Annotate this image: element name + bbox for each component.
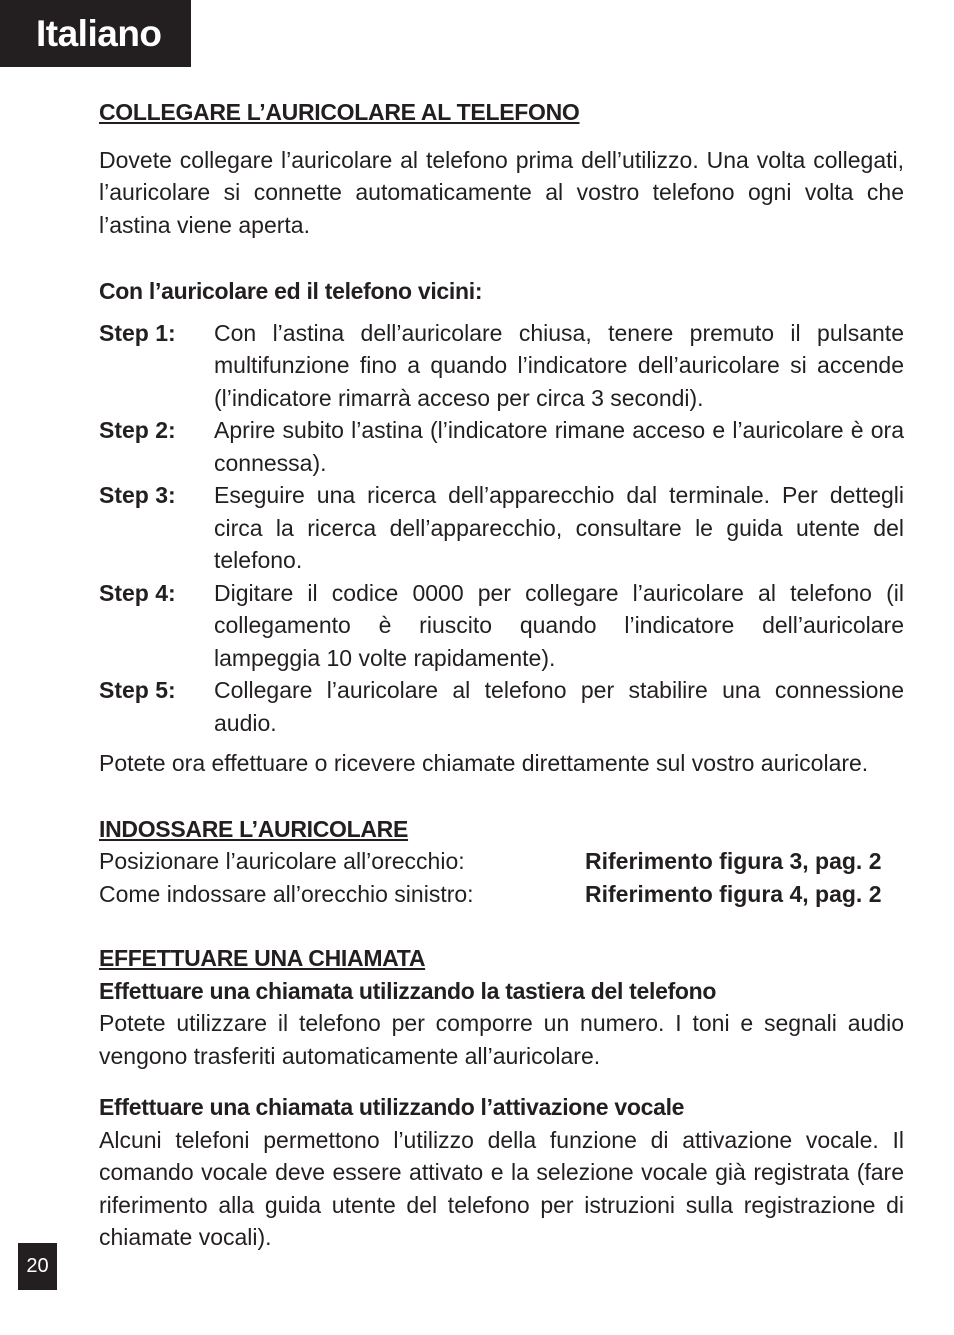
call-text-keypad: Potete utilizzare il telefono per comporre un numero. I toni e segnali audio vengono trasferiti automaticamente all’auricolare. bbox=[99, 1010, 904, 1069]
wear-row-label: Come indossare all’orecchio sinistro: bbox=[99, 880, 474, 907]
step-text: Digitare il codice 0000 per collegare l’auricolare al telefono (il collegamento è riuscito quando l’indicatore dell’auricolare lampeggia 10 volte rapidamente). bbox=[214, 579, 904, 671]
steps-list bbox=[99, 317, 904, 740]
step-item bbox=[99, 317, 904, 415]
page-number: 20 bbox=[18, 1243, 57, 1290]
step-label: Step 5: bbox=[99, 677, 176, 703]
connect-subheading: Con l’auricolare ed il telefono vicini: bbox=[99, 278, 483, 304]
call-subheading-keypad: Effettuare una chiamata utilizzando la tastiera del telefono bbox=[99, 977, 717, 1004]
connect-intro: Dovete collegare l’auricolare al telefono prima dell’utilizzo. Una volta collegati, l’auricolare si connette automaticamente al vostro telefono ogni volta che l’astina viene aperta. bbox=[99, 146, 904, 238]
step-text: Collegare l’auricolare al telefono per stabilire una connessione audio. bbox=[214, 677, 904, 736]
wear-row-reference: Riferimento figura 4, pag. 2 bbox=[585, 880, 882, 907]
step-label: Step 1: bbox=[99, 319, 176, 346]
step-item bbox=[99, 674, 904, 739]
call-text-voice: Alcuni telefoni permettono l’utilizzo della funzione di attivazione vocale. Il comando vocale deve essere attivato e la selezione vocale già registrata (fare riferimento alla guida utente del telefono per istruzioni sulla registrazione di chiamate vocali). bbox=[99, 1126, 904, 1250]
step-text: Aprire subito l’astina (l’indicatore rimane acceso e l’auricolare è ora connessa). bbox=[214, 417, 904, 476]
wear-row-reference: Riferimento figura 3, pag. 2 bbox=[585, 848, 882, 874]
section-title-connect: COLLEGARE L’AURICOLARE AL TELEFONO bbox=[99, 99, 580, 125]
wear-row bbox=[99, 845, 904, 878]
call-subheading-voice: Effettuare una chiamata utilizzando l’attivazione vocale bbox=[99, 1094, 685, 1120]
step-item bbox=[99, 577, 904, 675]
page-content bbox=[99, 96, 904, 1254]
step-label: Step 3: bbox=[99, 482, 176, 508]
language-tab: Italiano bbox=[0, 0, 191, 67]
connect-conclusion: Potete ora effettuare o ricevere chiamate direttamente sul vostro auricolare. bbox=[99, 750, 869, 776]
step-item bbox=[99, 414, 904, 479]
step-label: Step 2: bbox=[99, 417, 176, 443]
step-item bbox=[99, 479, 904, 577]
section-title-call: EFFETTUARE UNA CHIAMATA bbox=[99, 945, 426, 971]
section-title-wear: INDOSSARE L’AURICOLARE bbox=[99, 815, 409, 842]
step-text: Con l’astina dell’auricolare chiusa, tenere premuto il pulsante multifunzione fino a quando l’indicatore dell’auricolare si accende (l’indicatore rimarrà acceso per circa 3 secondi). bbox=[214, 319, 904, 411]
step-text: Eseguire una ricerca dell’apparecchio dal terminale. Per dettegli circa la ricerca dell’apparecchio, consultare le guida utente del telefono. bbox=[214, 482, 904, 573]
wear-row-label: Posizionare l’auricolare all’orecchio: bbox=[99, 848, 465, 874]
wear-row bbox=[99, 878, 904, 911]
step-label: Step 4: bbox=[99, 579, 176, 606]
